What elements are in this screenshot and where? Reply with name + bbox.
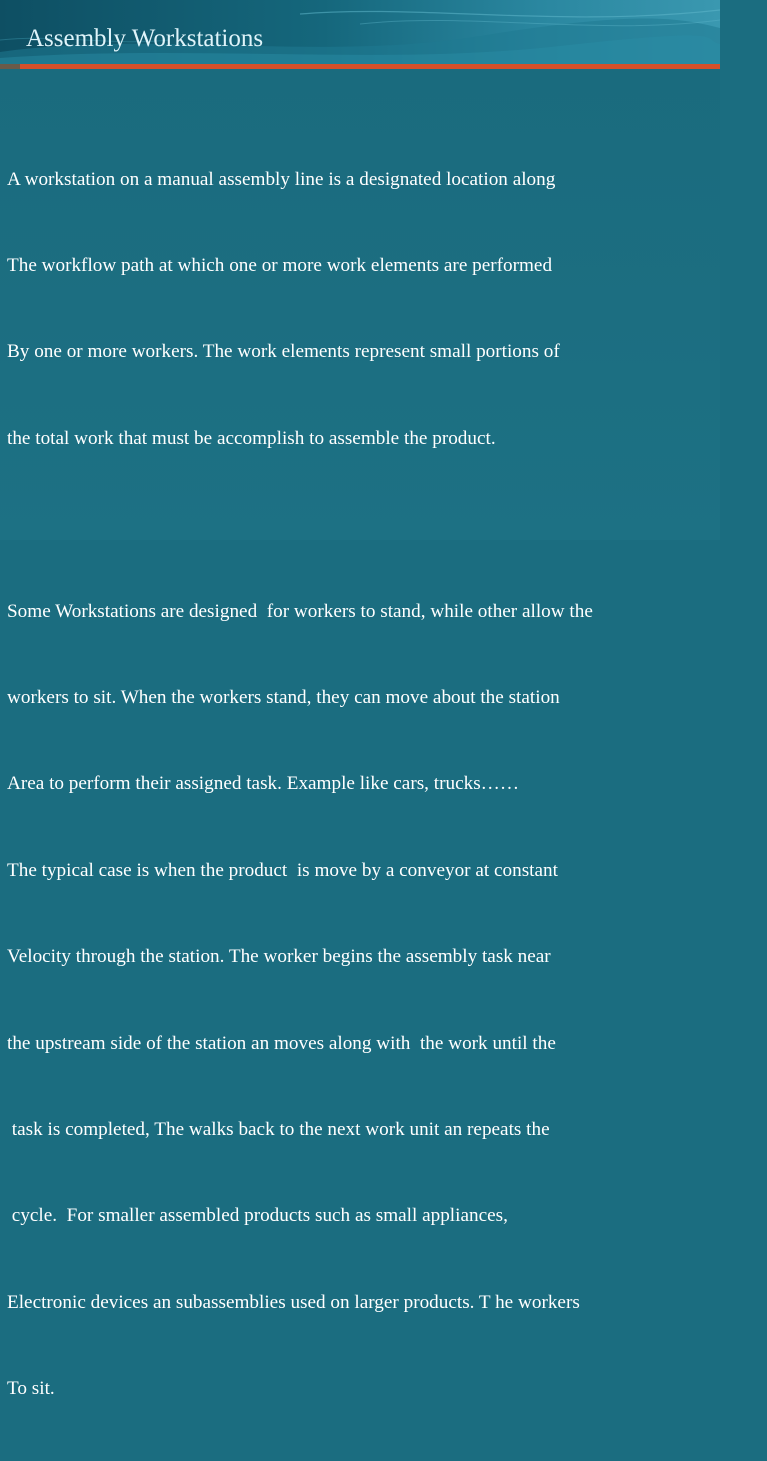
text-line: task is completed, The walks back to the next work unit an repeats the <box>7 1118 550 1140</box>
text-line: Some Workstations are designed for workers to stand, while other allow the <box>7 600 593 622</box>
text-line: To sit. <box>7 1378 55 1400</box>
text-line: The typical case is when the product is move by a conveyor at constant <box>7 859 558 881</box>
text-line: Velocity through the station. The worker begins the assembly task near <box>7 946 551 968</box>
text-line: Area to perform their assigned task. Example like cars, trucks…… <box>7 773 520 795</box>
text-line: cycle. For smaller assembled products such as small appliances, <box>7 1205 508 1227</box>
text-line: The workflow path at which one or more work elements are performed <box>7 254 553 276</box>
text-line: the total work that must be accomplish to assemble the product. <box>7 427 496 449</box>
paragraph-workstation-types <box>7 540 767 1461</box>
text-line: the upstream side of the station an moves along with the work until the <box>7 1032 556 1054</box>
paragraph-workstation-definition <box>7 108 767 511</box>
slide-header <box>0 0 720 66</box>
text-line: A workstation on a manual assembly line is a designated location along <box>7 168 556 190</box>
header-accent-bar <box>0 64 720 69</box>
text-line: workers to sit. When the workers stand, they can move about the station <box>7 686 560 708</box>
slide-title: Assembly Workstations <box>26 25 264 52</box>
text-line: Electronic devices an subassemblies used on larger products. T he workers <box>7 1291 580 1313</box>
text-line: By one or more workers. The work elements represent small portions of <box>7 341 560 363</box>
slide-body <box>7 108 767 1461</box>
header-accent-bar-left-segment <box>0 64 20 69</box>
